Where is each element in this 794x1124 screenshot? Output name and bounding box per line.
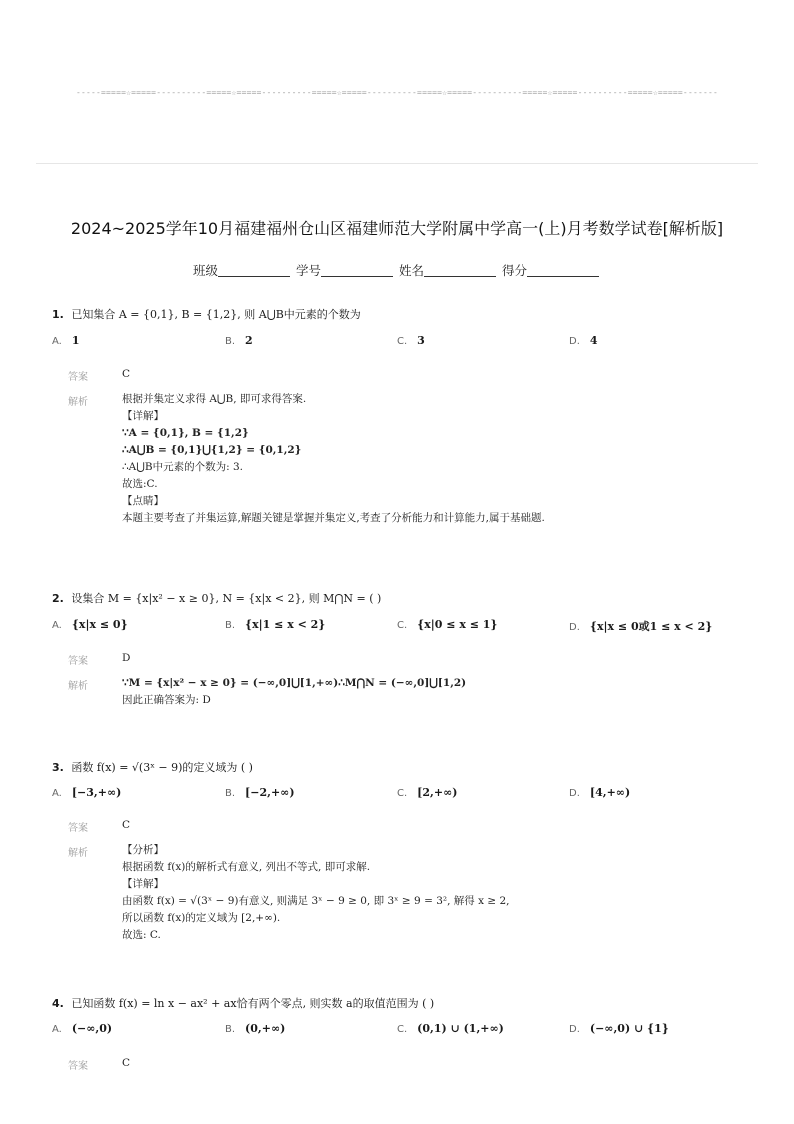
divider [36, 163, 758, 164]
analysis-line: 所以函数 f(x)的定义域为 [2,+∞). [122, 912, 281, 924]
option-value: [2,+∞) [417, 786, 458, 799]
option-letter: B. [225, 788, 236, 799]
analysis-line: ∵A = {0,1}, B = {1,2} [122, 427, 249, 439]
option-value: {x|0 ≤ x ≤ 1} [417, 618, 498, 631]
option-letter: B. [225, 1024, 236, 1035]
analysis-line: 根据并集定义求得 A⋃B, 即可求得答案. [122, 393, 307, 405]
option-value: [−2,+∞) [245, 786, 295, 799]
analysis-line: 【详解】 [122, 410, 164, 422]
option-letter: C. [397, 336, 408, 347]
question-number: 2. [52, 592, 64, 605]
name-label: 姓名 [398, 263, 424, 278]
q3-analysis [122, 842, 510, 944]
q3-option-b[interactable] [225, 786, 295, 799]
option-letter: D. [569, 1024, 580, 1035]
option-value: (0,1) ∪ (1,+∞) [417, 1022, 504, 1035]
analysis-line: 由函数 f(x) = √(3ˣ − 9)有意义, 则满足 3ˣ − 9 ≥ 0, 即 3ˣ ≥ 9 = 3², 解得 x ≥ 2, [122, 895, 510, 907]
class-blank[interactable] [218, 264, 290, 277]
q4-option-d[interactable] [569, 1022, 669, 1035]
analysis-line: 根据函数 f(x)的解析式有意义, 列出不等式, 即可求解. [122, 861, 371, 873]
analysis-line: 【详解】 [122, 878, 164, 890]
analysis-line: ∴A⋃B = {0,1}⋃{1,2} = {0,1,2} [122, 444, 302, 456]
q1-option-a[interactable] [52, 334, 80, 347]
student-info-row [0, 261, 794, 279]
option-value: {x|x ≤ 0} [71, 618, 128, 631]
name-blank[interactable] [424, 264, 496, 277]
q1-option-b[interactable] [225, 334, 253, 347]
question-3-stem [52, 759, 253, 775]
option-value: (−∞,0) ∪ {1} [589, 1022, 669, 1035]
student-id-blank[interactable] [321, 264, 393, 277]
q2-answer: D [122, 652, 131, 664]
option-value: {x|x ≤ 0或1 ≤ x < 2} [589, 620, 713, 633]
q4-option-c[interactable] [397, 1022, 504, 1035]
option-letter: C. [397, 620, 408, 631]
analysis-line: 故选: C. [122, 929, 161, 941]
option-value: [4,+∞) [589, 786, 631, 799]
decorative-dash-line: -----=====☆=====----------=====☆=====----------=====☆=====----------=====☆=====----------=====☆=====----------=====☆=====------- [75, 88, 719, 97]
analysis-line: ∴A⋃B中元素的个数为: 3. [122, 461, 243, 473]
q4-option-a[interactable] [52, 1022, 112, 1035]
answer-label: 答案 [68, 1061, 88, 1072]
option-value: 1 [71, 334, 80, 347]
q4-answer: C [122, 1057, 131, 1069]
option-letter: B. [225, 336, 236, 347]
analysis-line: 【点睛】 [122, 495, 164, 507]
q4-option-b[interactable] [225, 1022, 285, 1035]
question-number: 1. [52, 308, 64, 321]
q1-option-c[interactable] [397, 334, 425, 347]
option-letter: C. [397, 1024, 408, 1035]
q3-option-d[interactable] [569, 786, 630, 799]
page-title: 2024~2025学年10月福建福州仓山区福建师范大学附属中学高一(上)月考数学试卷[解析版] [70, 219, 724, 238]
q3-answer: C [122, 819, 131, 831]
question-text: 设集合 M = {x|x² − x ≥ 0}, N = {x|x < 2}, 则 M⋂N = ( ) [71, 592, 382, 605]
option-letter: D. [569, 336, 580, 347]
score-blank[interactable] [527, 264, 599, 277]
option-letter: A. [52, 788, 62, 799]
question-2-stem [52, 590, 381, 606]
q1-analysis [122, 391, 545, 527]
analysis-label: 解析 [68, 848, 88, 859]
answer-label: 答案 [68, 823, 88, 834]
option-letter: D. [569, 788, 580, 799]
analysis-label: 解析 [68, 397, 88, 408]
score-label: 得分 [501, 263, 527, 278]
q3-option-c[interactable] [397, 786, 457, 799]
question-4-stem [52, 995, 434, 1011]
option-value: 3 [417, 334, 425, 347]
question-number: 4. [52, 997, 64, 1010]
question-1-stem [52, 306, 361, 322]
q2-analysis [122, 675, 466, 709]
option-value: 4 [589, 334, 598, 347]
q2-option-b[interactable] [225, 618, 325, 631]
q1-option-d[interactable] [569, 334, 598, 347]
option-letter: C. [397, 788, 408, 799]
option-value: (0,+∞) [245, 1022, 286, 1035]
option-letter: A. [52, 1024, 62, 1035]
analysis-line: 本题主要考查了并集运算,解题关键是掌握并集定义,考查了分析能力和计算能力,属于基础题. [122, 512, 545, 524]
q2-option-d[interactable] [569, 618, 712, 634]
question-text: 函数 f(x) = √(3ˣ − 9)的定义域为 ( ) [71, 761, 253, 774]
question-text: 已知函数 f(x) = ln x − ax² + ax恰有两个零点, 则实数 a的取值范围为 ( ) [71, 997, 435, 1010]
q2-option-a[interactable] [52, 618, 128, 631]
answer-label: 答案 [68, 372, 88, 383]
class-label: 班级 [192, 263, 218, 278]
option-value: (−∞,0) [71, 1022, 113, 1035]
option-value: 2 [245, 334, 253, 347]
option-letter: D. [569, 622, 580, 633]
option-letter: A. [52, 336, 62, 347]
student-id-label: 学号 [295, 263, 321, 278]
q2-option-c[interactable] [397, 618, 498, 631]
analysis-line: 故选:C. [122, 478, 158, 490]
option-letter: A. [52, 620, 62, 631]
question-text: 已知集合 A = {0,1}, B = {1,2}, 则 A⋃B中元素的个数为 [71, 308, 361, 321]
analysis-line: 【分析】 [122, 844, 164, 856]
option-value: {x|1 ≤ x < 2} [245, 618, 326, 631]
option-letter: B. [225, 620, 236, 631]
answer-label: 答案 [68, 656, 88, 667]
analysis-line: ∵M = {x|x² − x ≥ 0} = (−∞,0]⋃[1,+∞)∴M⋂N = (−∞,0]⋃[1,2) [122, 677, 467, 689]
question-number: 3. [52, 761, 64, 774]
q1-answer: C [122, 368, 131, 380]
analysis-line: 因此正确答案为: D [122, 694, 211, 706]
analysis-label: 解析 [68, 681, 88, 692]
q3-option-a[interactable] [52, 786, 121, 799]
option-value: [−3,+∞) [71, 786, 122, 799]
